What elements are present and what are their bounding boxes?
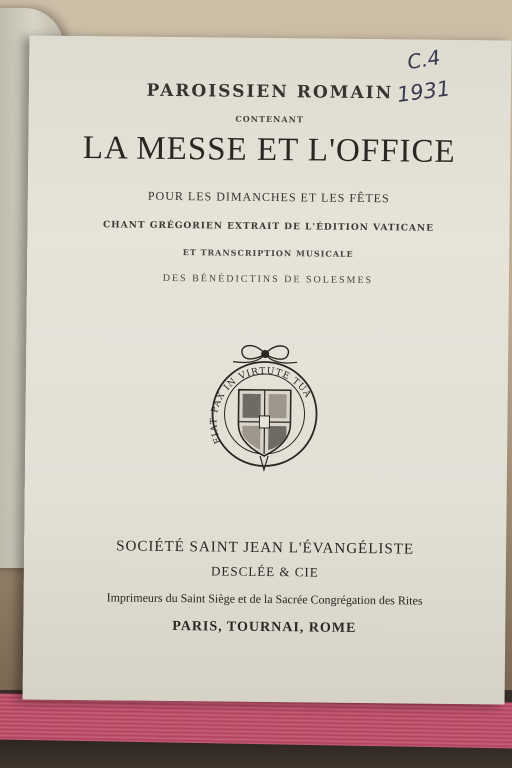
book-header: PAROISSIEN ROMAIN [146, 80, 394, 104]
cities-line: PARIS, TOURNAI, ROME [172, 619, 357, 636]
publisher-name: SOCIÉTÉ SAINT JEAN L'ÉVANGÉLISTE [116, 538, 415, 558]
chant-line: CHANT GRÉGORIEN EXTRAIT DE L'ÉDITION VATICANE [102, 220, 435, 234]
emblem-seal [202, 337, 327, 478]
subtitle: POUR LES DIMANCHES ET LES FÊTES [147, 188, 390, 206]
contenant-label: CONTENANT [235, 113, 304, 125]
handwritten-year: 1931 [395, 76, 452, 107]
main-title: LA MESSE ET L'OFFICE [82, 130, 456, 170]
transcription-line: ET TRANSCRIPTION MUSICALE [182, 247, 354, 259]
handwritten-annotation [393, 43, 484, 124]
imprimeurs-line: Imprimeurs du Saint Siège et de la Sacrée Congrégation des Rites [106, 590, 423, 608]
title-page [23, 35, 512, 704]
publisher-sub: DESCLÉE & CIE [211, 563, 319, 580]
benedictins-line: DES BÉNÉDICTINS DE SOLESMES [162, 272, 374, 287]
handwritten-code: C.4 [405, 45, 443, 75]
emblem-motto: FIAT PAX IN VIRTUTE TUA [209, 366, 313, 445]
